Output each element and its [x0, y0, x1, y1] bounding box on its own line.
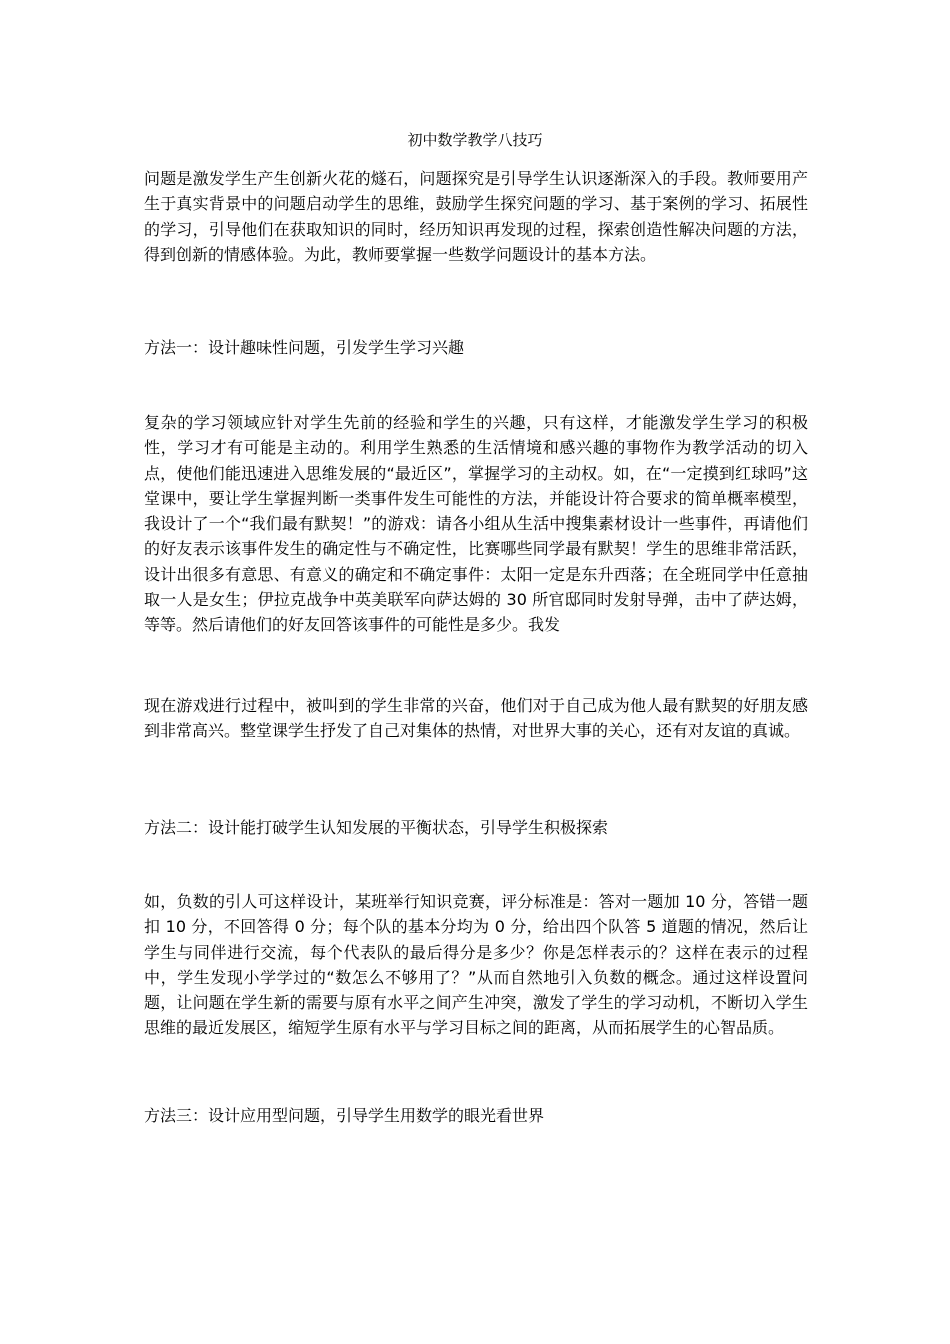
method-three-heading: 方法三：设计应用型问题，引导学生用数学的眼光看世界 — [144, 1106, 545, 1125]
method-one-paragraph: 复杂的学习领域应针对学生先前的经验和学生的兴趣，只有这样，才能激发学生学习的积极性，学习才有可能是主动的。利用学生熟悉的生活情境和感兴趣的事物作为教学活动的切入点，使他们能迅速进入思维发展的“最近区”，掌握学习的主动权。如，在“一定摸到红球吗”这堂课中，要让学生掌握判断一类事件发生可能性的方法，并能设计符合要求的简单概率模型，我设计了一个“我们最有默契！”的游戏：请各小组从生活中搜集素材设计一些事件，再请他们的好友表示该事件发生的确定性与不确定性，比赛哪些同学最有默契！学生的思维非常活跃，设计出很多有意思、有意义的确定和不确定事件：太阳一定是东升西落；在全班同学中任意抽取一人是女生；伊拉克战争中英美联军向萨达姆的 30 所官邸同时发射导弹，击中了萨达姆，等等。然后请他们的好友回答该事件的可能性是多少。我发 — [144, 413, 808, 635]
method-one-continuation-paragraph: 现在游戏进行过程中，被叫到的学生非常的兴奋，他们对于自己成为他人最有默契的好朋友感到非常高兴。整堂课学生抒发了自己对集体的热情，对世界大事的关心，还有对友谊的真诚。 — [144, 696, 808, 741]
document-title: 初中数学教学八技巧 — [407, 131, 543, 149]
method-one-heading: 方法一：设计趣味性问题，引发学生学习兴趣 — [144, 338, 465, 357]
method-two-paragraph: 如，负数的引人可这样设计，某班举行知识竞赛，评分标准是：答对一题加 10 分，答错一题扣 10 分，不回答得 0 分；每个队的基本分均为 0 分，给出四个队答 5 道题的情况，然后让学生与同伴进行交流，每个代表队的最后得分是多少？你是怎样表示的？这样在表示的过程中，学生发现小学学过的“数怎么不够用了？”从而自然地引入负数的概念。通过这样设置问题，让问题在学生新的需要与原有水平之间产生冲突，激发了学生的学习动机，不断切入学生思维的最近发展区，缩短学生原有水平与学习目标之间的距离，从而拓展学生的心智品质。 — [144, 892, 808, 1038]
method-two-heading: 方法二：设计能打破学生认知发展的平衡状态，引导学生积极探索 — [144, 818, 609, 837]
intro-paragraph: 问题是激发学生产生创新火花的燧石，问题探究是引导学生认识逐渐深入的手段。教师要用产生于真实背景中的问题启动学生的思维，鼓励学生探究问题的学习、基于案例的学习、拓展性的学习，引导他们在获取知识的同时，经历知识再发现的过程，探索创造性解决问题的方法，得到创新的情感体验。为此，教师要掌握一些数学问题设计的基本方法。 — [144, 169, 808, 264]
